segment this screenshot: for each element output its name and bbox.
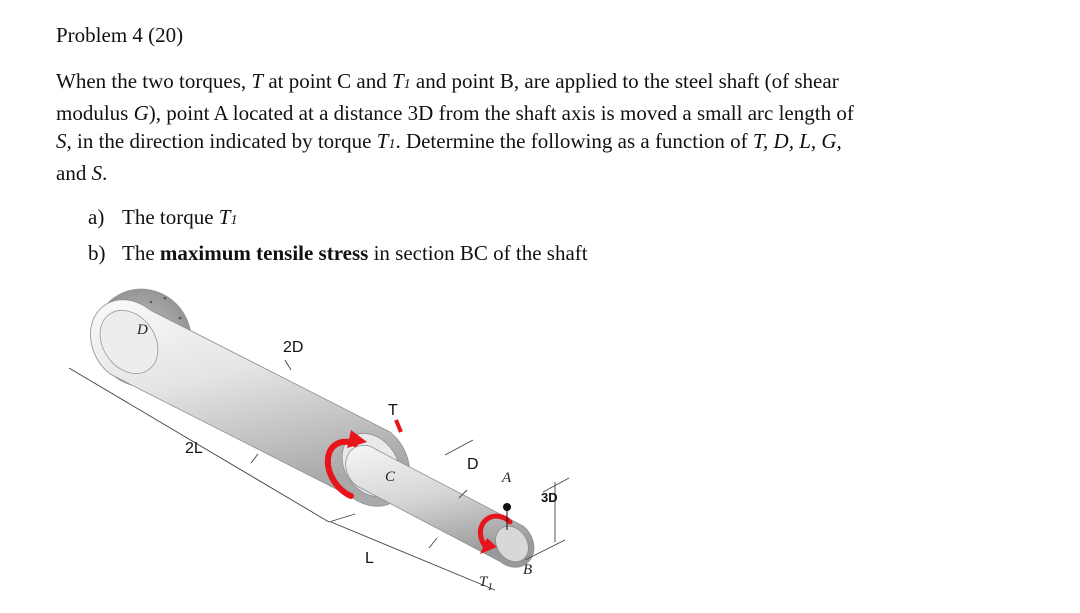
label-3D: 3D	[541, 490, 558, 505]
label-point-C: C	[385, 469, 396, 485]
question-list	[88, 201, 588, 269]
label-torque-T: T	[388, 402, 398, 419]
statement-line-3: S, in the direction indicated by torque T1. Determine the following as a function of T, D, L, G,	[56, 129, 842, 153]
problem-statement	[56, 67, 1016, 187]
label-2D: 2D	[283, 339, 304, 356]
problem-title: Problem 4 (20)	[56, 23, 184, 47]
shaft-figure	[55, 270, 615, 610]
label-D-left: D	[137, 322, 148, 338]
statement-line-1: When the two torques, T at point C and T1 and point B, are applied to the steel shaft (of shear	[56, 69, 839, 93]
statement-line-4: and S.	[56, 161, 108, 185]
label-2L: 2L	[185, 440, 203, 457]
label-point-A: A	[502, 470, 512, 486]
label-L: L	[365, 550, 374, 567]
question-b: b) The maximum tensile stress in section BC of the shaft	[88, 241, 588, 265]
label-point-B: B	[523, 562, 533, 578]
torque-marker-T	[396, 420, 401, 432]
point-A-dot	[503, 503, 511, 511]
label-D-small: D	[467, 456, 479, 473]
label-torque-T1: $T_1$	[479, 574, 493, 593]
question-a: a) The torque T1	[88, 205, 238, 229]
statement-line-2: modulus G), point A located at a distance 3D from the shaft axis is moved a small arc length of	[56, 101, 854, 125]
